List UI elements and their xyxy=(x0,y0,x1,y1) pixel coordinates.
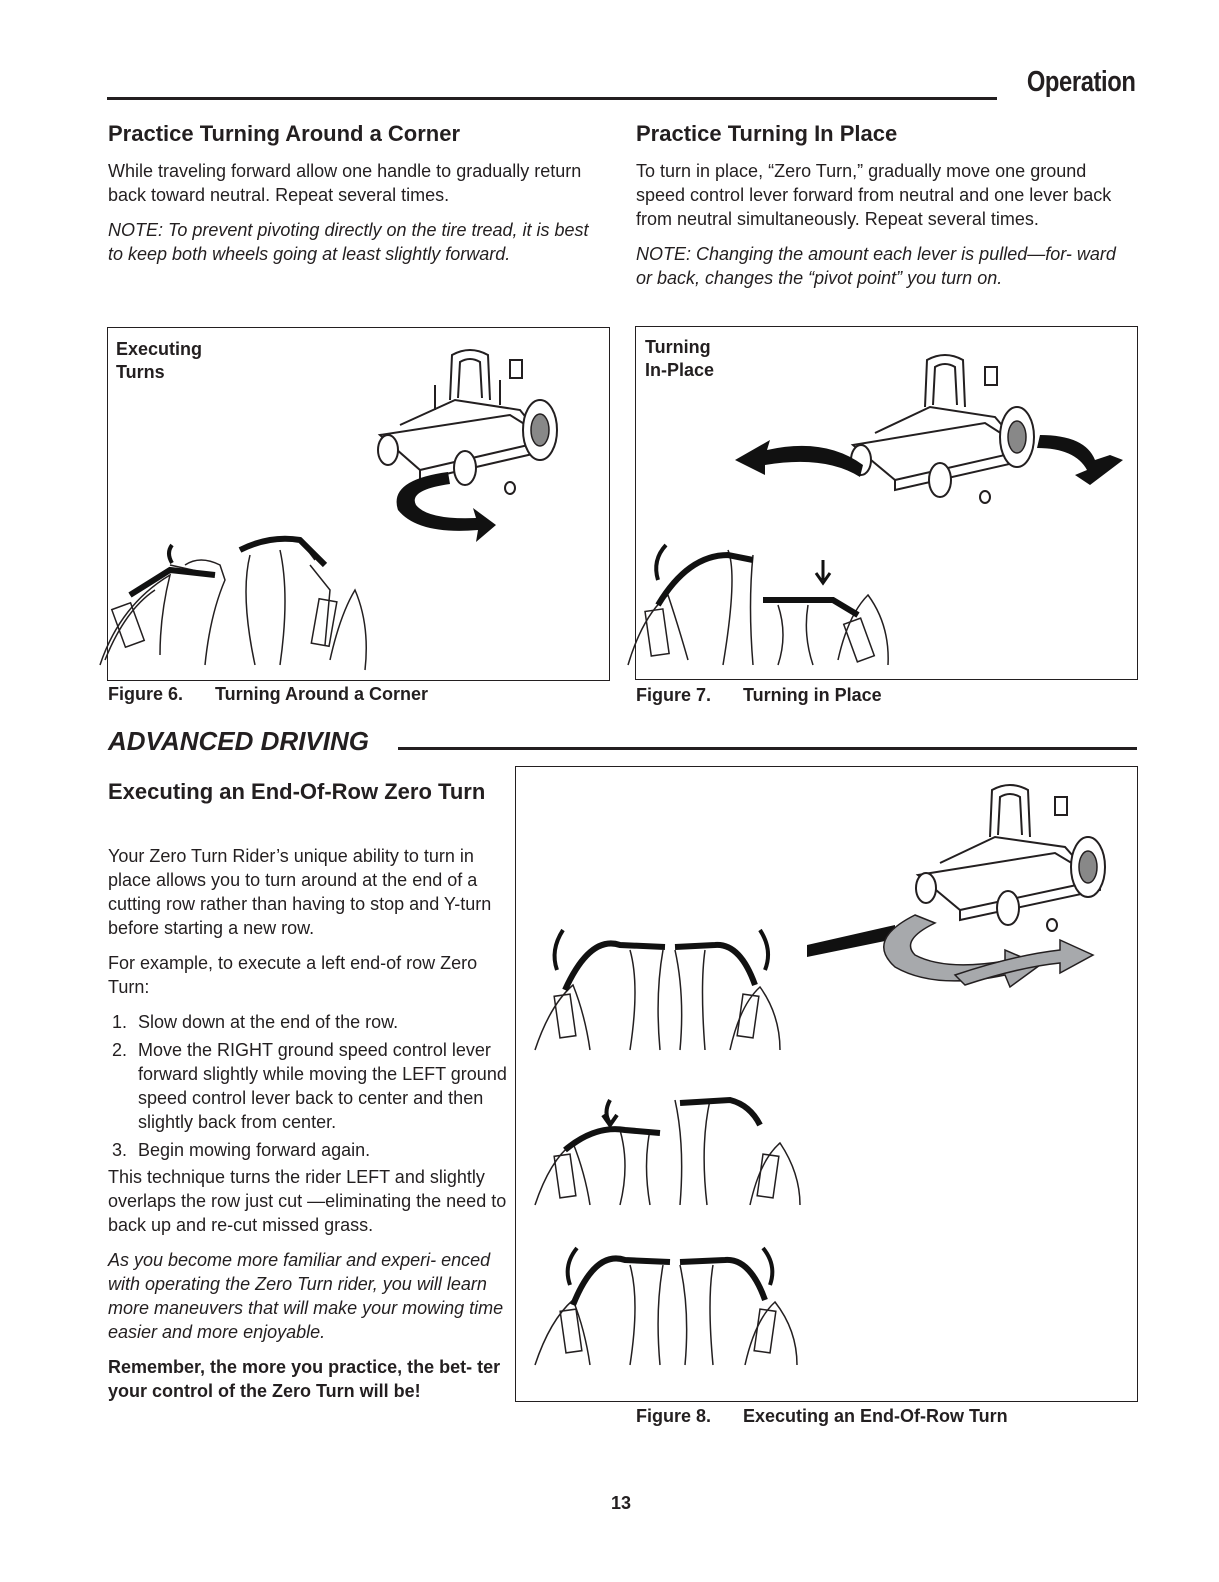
heading-end-of-row: Executing an End-Of-Row Zero Turn xyxy=(108,779,486,804)
turn-arrow xyxy=(388,470,498,545)
body-turning-in-place: To turn in place, “Zero Turn,” gradually move one ground speed control lever forward from neutral and one lever back from neutral simultaneously. Repeat several times. xyxy=(636,161,1112,229)
figure-6-label-line1: Executing xyxy=(116,339,203,359)
figure-7-label-line1: Turning xyxy=(645,337,711,357)
step-text: Slow down at the end of the row. xyxy=(138,1012,399,1032)
right-turn-arrow xyxy=(1035,430,1125,490)
heading-turning-in-place: Practice Turning In Place xyxy=(636,121,898,146)
end-of-row-para3: This technique turns the rider LEFT and slightly overlaps the row just cut —eliminating the need to back up and re-cut missed grass. xyxy=(108,1167,507,1235)
header-rule xyxy=(107,97,997,100)
figure-7-caption-num: Figure 7. xyxy=(636,685,712,705)
body-turning-corner: While traveling forward allow one handle to gradually return back toward neutral. Repeat several times. xyxy=(108,161,582,205)
figure-7-label xyxy=(645,336,714,382)
figure-6-label xyxy=(116,338,202,384)
levers-panel-3 xyxy=(535,1240,805,1370)
step-number: 2. xyxy=(112,1040,128,1060)
figure-8-caption-text: Executing an End-Of-Row Turn xyxy=(743,1406,1008,1426)
figure-6-caption-num: Figure 6. xyxy=(108,684,184,704)
end-of-row-para1: Your Zero Turn Rider’s unique ability to turn in place allows you to turn around at the end of a cutting row rather than having to stop and Y-turn before starting a new row. xyxy=(108,846,492,938)
advanced-driving-title: ADVANCED DRIVING xyxy=(108,726,369,756)
end-of-row-steps xyxy=(108,1010,508,1162)
mower-illustration-2 xyxy=(835,345,1035,515)
page-number: 13 xyxy=(611,1493,632,1513)
step-number: 3. xyxy=(112,1140,128,1160)
end-of-row-para4: As you become more familiar and experi- enced with operating the Zero Turn rider, you will learn more maneuvers that will make your mowing time easier and more enjoyable. xyxy=(108,1250,504,1342)
step-text: Move the RIGHT ground speed control lever forward slightly while moving the LEFT ground speed control lever back to center and then slightly back from center. xyxy=(138,1040,507,1132)
left-turn-arrow xyxy=(735,435,865,495)
levers-hands-illustration xyxy=(100,535,370,680)
figure-7-label-line2: In-Place xyxy=(645,360,715,380)
step-item xyxy=(108,1038,508,1134)
levers-hands-illustration-2 xyxy=(628,535,898,675)
levers-panel-1 xyxy=(535,925,785,1055)
section-title: Operation xyxy=(1026,66,1135,98)
end-of-row-para5: Remember, the more you practice, the bet- ter your control of the Zero Turn will be! xyxy=(108,1357,501,1401)
step-text: Begin mowing forward again. xyxy=(138,1140,371,1160)
step-item xyxy=(108,1010,508,1034)
figure-7-caption xyxy=(636,685,882,706)
figure-8-caption-num: Figure 8. xyxy=(636,1406,712,1426)
figure-6-label-line2: Turns xyxy=(116,362,165,382)
heading-turning-corner: Practice Turning Around a Corner xyxy=(108,121,461,146)
figure-7-caption-text: Turning in Place xyxy=(743,685,882,705)
end-of-row-para2: For example, to execute a left end-of row Zero Turn: xyxy=(108,953,478,997)
figure-8-caption xyxy=(636,1406,1008,1427)
levers-panel-2 xyxy=(535,1085,805,1210)
step-item xyxy=(108,1138,508,1162)
note-turning-corner: NOTE: To prevent pivoting directly on the tire tread, it is best to keep both wheels going at least slightly forward. xyxy=(108,220,589,264)
note-turning-in-place: NOTE: Changing the amount each lever is pulled—for- ward or back, changes the “pivot point” you turn on. xyxy=(636,244,1116,288)
advanced-driving-rule xyxy=(398,747,1137,750)
figure-6-caption-text: Turning Around a Corner xyxy=(215,684,428,704)
figure-6-caption xyxy=(108,684,428,705)
step-number: 1. xyxy=(112,1012,128,1032)
end-of-row-arrows xyxy=(805,905,1095,995)
